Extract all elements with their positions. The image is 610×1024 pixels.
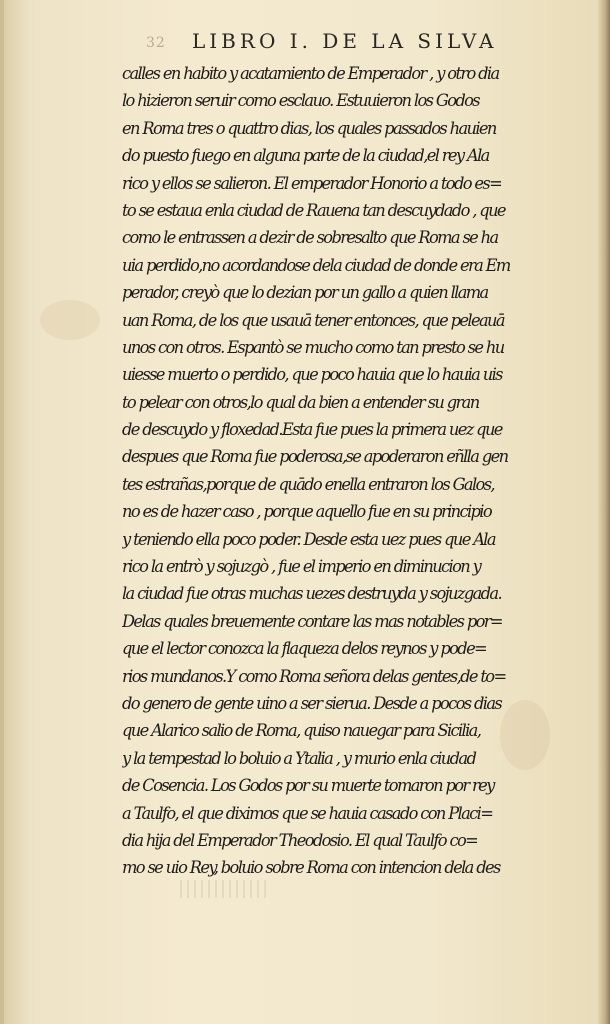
text-line: y teniendo ella poco poder. Desde esta uez pues que Ala	[122, 529, 495, 549]
text-line: rios mundanos.Y como Roma señora delas gentes,de to=	[122, 666, 506, 686]
text-line: uiesse muerto o perdido, que poco hauia que lo hauia uis	[122, 365, 502, 385]
page-number: 32	[146, 35, 166, 51]
bleed-through-marks	[180, 880, 270, 898]
text-line: que el lector conozca la flaqueza delos reynos y pode=	[122, 639, 487, 659]
text-line: en Roma tres o quattro dias, los quales passados hauien	[122, 118, 496, 138]
text-line: do genero de gente uino a ser sierua. Desde a pocos dias	[122, 693, 502, 713]
text-line: unos con otros. Espantò se mucho como tan presto se hu	[122, 337, 504, 357]
text-line: to se estaua enla ciudad de Rauena tan descuydado , que	[122, 200, 505, 220]
running-head: LIBRO I. DE LA SILVA	[192, 29, 498, 53]
text-line: rico la entrò y sojuzgò , fue el imperio en diminucion y	[122, 557, 481, 577]
text-line: lo hizieron seruir como esclauo. Estuuieron los Godos	[122, 91, 480, 111]
text-line: Delas quales breuemente contare las mas notables por=	[122, 611, 502, 631]
page-gutter-shadow	[598, 0, 610, 1024]
text-line: no es de hazer caso , porque aquello fue en su principio	[122, 502, 491, 522]
text-line: uia perdido,no acordandose dela ciudad de donde era Em	[122, 255, 510, 275]
page-left-edge	[0, 0, 4, 1024]
text-line: to pelear con otros,lo qual da bien a entender su gran	[122, 392, 479, 412]
text-line: uan Roma, de los que usauā tener entonces, que peleauā	[122, 310, 504, 330]
text-line: como le entrassen a dezir de sobresalto que Roma se ha	[122, 228, 498, 248]
text-line: que Alarico salio de Roma, quiso nauegar para Sicilia,	[122, 721, 481, 741]
body-text	[122, 60, 582, 882]
text-line: mo se uio Rey, boluio sobre Roma con intencion dela des	[122, 858, 500, 878]
text-line: la ciudad fue otras muchas uezes destruyda y sojuzgada.	[122, 584, 501, 604]
text-line: perador, creyò que lo dezian por un gallo a quien llama	[122, 283, 488, 303]
text-line: tes estrañas,porque de quādo enella entraron los Galos,	[122, 474, 494, 494]
text-line: calles en habito y acatamiento de Emperador , y otro dia	[122, 64, 499, 83]
text-line: dia hija del Emperador Theodosio. El qual Taulfo co=	[122, 830, 478, 850]
text-line: despues que Roma fue poderosa,se apoderaron eñlla gen	[122, 447, 508, 467]
text-line: de Cosencia. Los Godos por su muerte tomaron por rey	[122, 776, 494, 796]
paper-stain	[40, 300, 100, 340]
text-line: a Taulfo, el que diximos que se hauia casado con Placi=	[122, 803, 493, 823]
text-line: rico y ellos se salieron. El emperador Honorio a todo es=	[122, 173, 502, 193]
text-line: do puesto fuego en alguna parte de la ciudad,el rey Ala	[122, 146, 489, 166]
text-line: y la tempestad lo boluio a Ytalia , y murio enla ciudad	[122, 748, 476, 768]
text-line: de descuydo y floxedad.Esta fue pues la primera uez que	[122, 420, 502, 440]
